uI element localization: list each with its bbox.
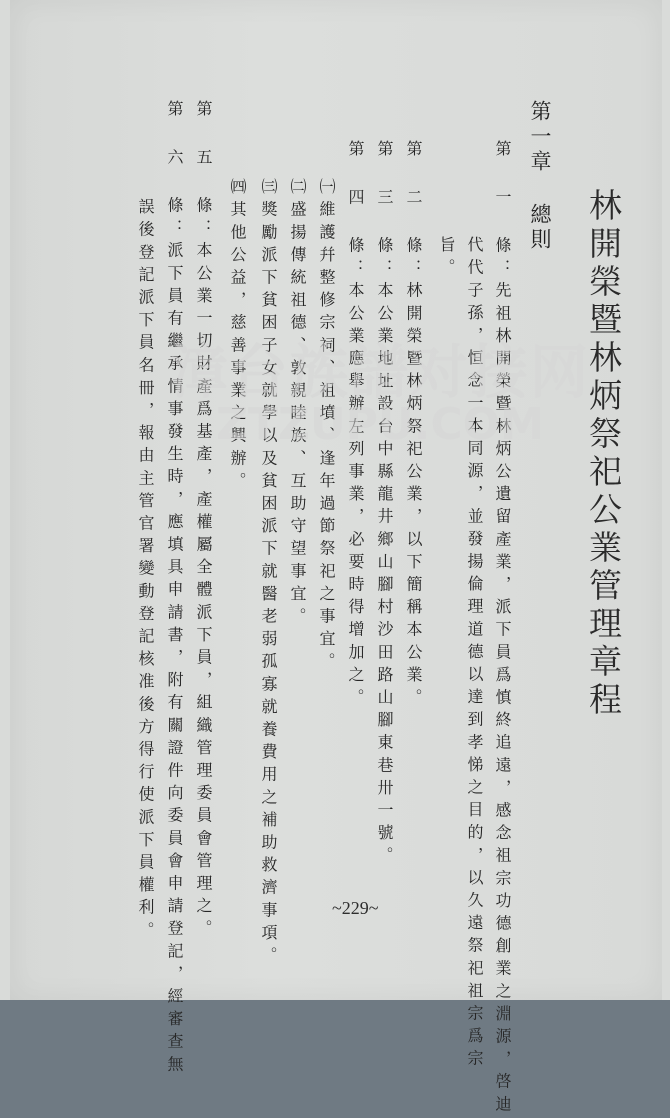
article-1-line-1: 第 一 條：先祖林開榮暨林炳公遺留產業，派下員爲慎終追遠，感念祖宗功德創業之淵源，啓迪 [493,140,512,1118]
article-4-item-2: ㈡盛揚傳統祖德、敦親睦族、互助守望事宜。 [288,178,307,630]
article-5: 第 五 條：本公業一切財產爲基產，產權屬全體派下員，組織管理委員會管理之。 [194,100,213,943]
article-6-line-2: 誤後登記派下員名冊，報由主管官署變動登記核准後方得行使派下員權利。 [136,198,155,944]
article-3: 第 三 條：本公業地址設台中縣龍井鄉山腳村沙田路山腳東巷卅一號。 [375,140,394,870]
document-title: 林開榮暨林炳祭祀公業管理章程 [584,188,623,720]
chapter-heading: 第一章 總則 [528,100,552,253]
article-6-line-1: 第 六 條：派下員有繼承情事發生時，應填具申請書，附有關證件向委員會申請登記，經審查無 [165,100,184,1078]
article-4: 第 四 條：本公業應舉辦左列事業，必要時得增加之。 [346,140,365,711]
document-page [10,0,662,1118]
watermark-url: ZTZUPU.COM [216,399,544,450]
article-1-line-2: 代代子孫，恒念一本同源，並發揚倫理道德以達到孝悌之目的，以久遠祭祀祖宗爲宗 [465,236,484,1073]
article-4-item-1: ㈠維護幷整修宗祠、祖墳、逢年過節祭祀之事宜。 [317,178,336,676]
page-number: ~229~ [332,898,379,918]
article-4-item-4: ㈣其他公益，慈善事業之興辦。 [228,178,247,495]
article-1-line-3: 旨。 [437,236,456,282]
watermark-chinese: 漳台族譜对接网 [169,338,590,406]
article-4-item-3: ㈢獎勵派下貧困子女就學以及貧困派下就醫老弱孤寡就養費用之補助救濟事項。 [259,178,278,969]
article-2: 第 二 條：林開榮暨林炳祭祀公業，以下簡稱本公業。 [404,140,423,711]
